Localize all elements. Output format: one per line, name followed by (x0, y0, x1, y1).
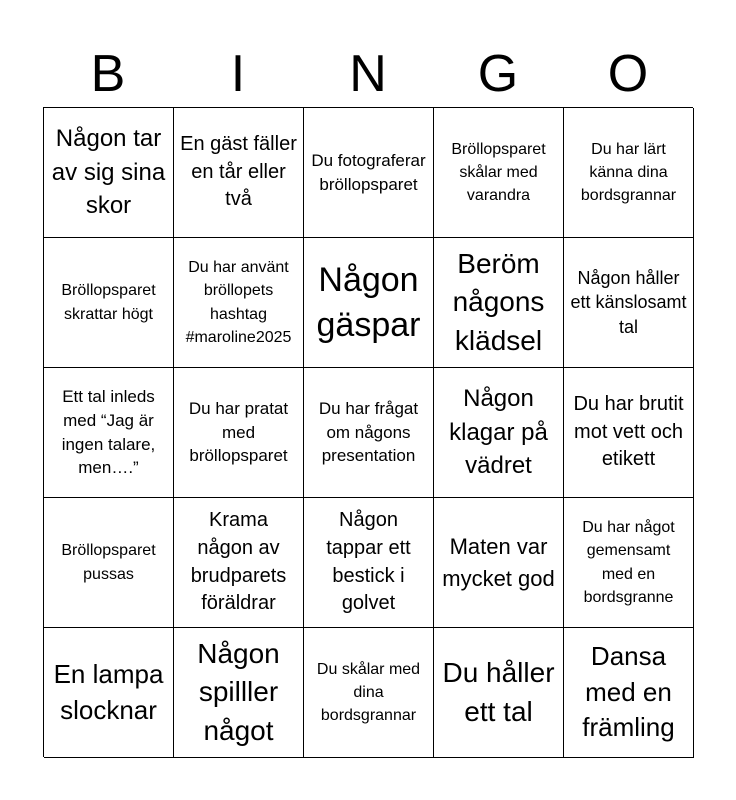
bingo-cell-text: Beröm någons klädsel (452, 247, 545, 356)
bingo-board (43, 107, 693, 757)
bingo-cell-r3-c4 (434, 368, 564, 498)
bingo-cell-text: En gäst fäller en tår eller två (180, 133, 297, 211)
bingo-cell-r5-c5 (564, 628, 694, 758)
bingo-cell-text: Du har använt bröllopets hashtag #maroline2025 (185, 259, 292, 346)
bingo-cell-text: Dansa med en främling (582, 640, 675, 743)
bingo-cell-text: Du har brutit mot vett och etikett (573, 393, 684, 471)
bingo-cell-r1-c1 (44, 108, 174, 238)
bingo-cell-text: Någon spilller något (197, 637, 280, 746)
bingo-cell-text: Du har lärt känna dina bordsgrannar (580, 140, 677, 205)
bingo-cell-text: Du har något gemensamt med en bordsgranne (582, 519, 675, 606)
bingo-cell-text: Du har pratat med bröllopsparet (188, 398, 289, 466)
bingo-cell-r1-c3 (304, 108, 434, 238)
bingo-cell-text: En lampa slocknar (53, 658, 164, 725)
header-letter-n: N (349, 45, 387, 103)
bingo-cell-text: Du har frågat om någons presentation (318, 398, 419, 466)
bingo-cell-text: Du skålar med dina bordsgrannar (316, 660, 421, 725)
header-letter-o: O (607, 45, 649, 103)
bingo-cell-r2-c1 (44, 238, 174, 368)
bingo-cell-text: Maten var mycket god (442, 533, 555, 591)
header-letter-b: B (90, 45, 126, 103)
header-letter-i: I (230, 45, 246, 103)
bingo-cell-text: Någon håller ett känslosamt tal (570, 268, 687, 337)
bingo-cell-r2-c2 (174, 238, 304, 368)
bingo-cell-r4-c1 (44, 498, 174, 628)
bingo-cell-r5-c4 (434, 628, 564, 758)
bingo-cell-r3-c3 (304, 368, 434, 498)
bingo-cell-r5-c2 (174, 628, 304, 758)
bingo-cell-text: Du håller ett tal (442, 656, 555, 727)
bingo-cell-text: Ett tal inleds med “Jag är ingen talare, men….” (61, 386, 156, 478)
bingo-cell-r2-c4 (434, 238, 564, 368)
bingo-cell-text: Bröllopsparet skrattar högt (61, 282, 156, 323)
bingo-cell-text: Någon tar av sig sina skor (51, 125, 166, 220)
bingo-cell-r4-c4 (434, 498, 564, 628)
bingo-cell-r3-c2 (174, 368, 304, 498)
bingo-cell-r2-c3 (304, 238, 434, 368)
bingo-cell-text: Någon klagar på vädret (449, 385, 548, 480)
bingo-cell-r3-c1 (44, 368, 174, 498)
bingo-cell-r4-c3 (304, 498, 434, 628)
bingo-cell-text: Någon gäspar (316, 261, 421, 344)
bingo-header (43, 42, 693, 106)
bingo-cell-r4-c2 (174, 498, 304, 628)
bingo-cell-text: Bröllopsparet skålar med varandra (451, 140, 546, 205)
bingo-cell-text: Du fotograferar bröllopsparet (311, 150, 426, 194)
bingo-cell-r1-c5 (564, 108, 694, 238)
bingo-cell-text: Någon tappar ett bestick i golvet (326, 509, 411, 615)
bingo-cell-r1-c4 (434, 108, 564, 238)
bingo-cell-text: Krama någon av brudparets föräldrar (190, 509, 287, 615)
bingo-cell-r5-c3 (304, 628, 434, 758)
bingo-cell-r2-c5 (564, 238, 694, 368)
bingo-cell-r1-c2 (174, 108, 304, 238)
bingo-cell-r4-c5 (564, 498, 694, 628)
bingo-cell-r5-c1 (44, 628, 174, 758)
bingo-cell-text: Bröllopsparet pussas (61, 542, 156, 583)
header-letter-g: G (477, 45, 519, 103)
bingo-cell-r3-c5 (564, 368, 694, 498)
